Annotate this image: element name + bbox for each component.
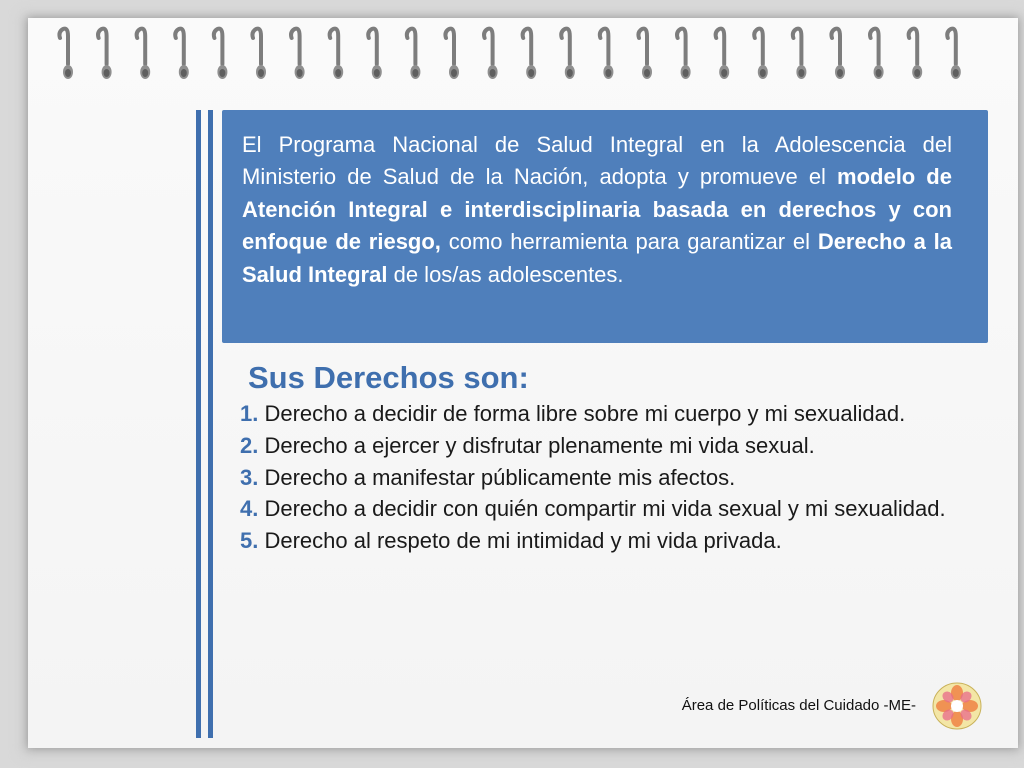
spiral-ring: [445, 29, 459, 79]
footer-credit: Área de Políticas del Cuidado -ME-: [681, 697, 916, 714]
margin-line-left: [196, 110, 201, 738]
spiral-ring: [214, 29, 228, 79]
rights-item: [240, 430, 953, 462]
rights-item-number: 4.: [240, 496, 259, 522]
rights-item: [240, 493, 953, 525]
flower-logo-icon: [932, 682, 982, 730]
spiral-ring: [484, 29, 498, 79]
rights-item: [240, 525, 953, 557]
spiral-ring: [947, 29, 961, 79]
margin-line-right: [208, 110, 213, 738]
spiral-ring: [252, 29, 266, 79]
intro-text-part3: de los/as adolescentes.: [387, 261, 624, 287]
margin-lines: [196, 110, 216, 738]
intro-box: [222, 110, 988, 343]
intro-text-part1: El Programa Nacional de Salud Integral en la Adolescencia del Ministerio de Salud de la Nación, adopta y promueve el: [242, 132, 952, 190]
spiral-ring: [638, 29, 652, 79]
rights-item-text: Derecho a manifestar públicamente mis afectos.: [258, 464, 736, 490]
spiral-ring: [600, 29, 614, 79]
spiral-ring: [175, 29, 189, 79]
spiral-ring: [98, 29, 112, 79]
rights-item: [240, 398, 953, 430]
spiral-binding-icon: [50, 24, 990, 90]
rights-item-text: Derecho a ejercer y disfrutar plenamente mi vida sexual.: [258, 432, 815, 458]
spiral-ring: [909, 29, 923, 79]
spiral-ring: [793, 29, 807, 79]
spiral-ring: [523, 29, 537, 79]
rights-item-number: 5.: [240, 528, 259, 554]
rights-item-text: Derecho al respeto de mi intimidad y mi vida privada.: [258, 528, 782, 554]
intro-text-part2: como herramienta para garantizar el: [440, 229, 818, 255]
spiral-ring: [330, 29, 344, 79]
spiral-ring: [677, 29, 691, 79]
spiral-ring: [561, 29, 575, 79]
rights-list: [240, 398, 953, 557]
rights-title: Sus Derechos son:: [248, 360, 529, 395]
spiral-ring: [137, 29, 151, 79]
spiral-ring: [368, 29, 382, 79]
spiral-ring: [407, 29, 421, 79]
rights-item-number: 1.: [240, 401, 259, 426]
spiral-ring: [716, 29, 730, 79]
intro-text-bold2: Derecho a la Salud Integral: [242, 229, 952, 287]
spiral-ring: [831, 29, 845, 79]
spiral-ring: [754, 29, 768, 79]
spiral-ring: [291, 29, 305, 79]
rights-item-text: Derecho a decidir con quién compartir mi vida sexual y mi sexualidad.: [258, 496, 946, 522]
spiral-ring: [870, 29, 884, 79]
rights-item: [240, 462, 953, 494]
rights-item-text: Derecho a decidir de forma libre sobre mi cuerpo y mi sexualidad.: [258, 401, 906, 426]
rights-item-number: 3.: [240, 464, 259, 490]
spiral-ring: [59, 29, 73, 79]
intro-text-bold1: modelo de Atención Integral e interdisciplinaria basada en derechos y con enfoque de riesgo,: [242, 164, 952, 255]
rights-item-number: 2.: [240, 432, 259, 458]
